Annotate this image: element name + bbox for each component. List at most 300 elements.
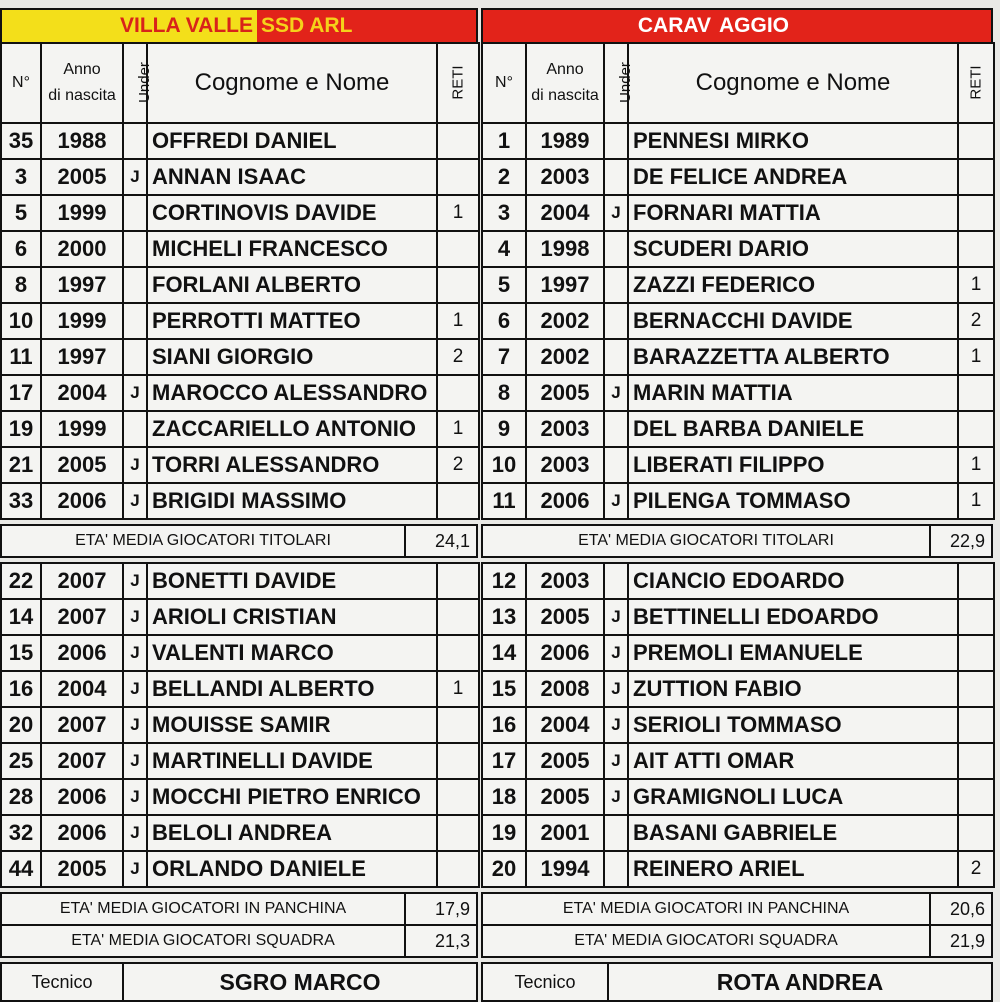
player-birth-year: 1997	[41, 339, 123, 375]
player-goals	[958, 123, 994, 159]
roster-table	[0, 42, 480, 520]
player-name: PENNESI MIRKO	[628, 123, 958, 159]
player-number: 19	[482, 815, 526, 851]
player-number: 11	[482, 483, 526, 519]
player-birth-year: 2003	[526, 447, 604, 483]
player-under	[604, 267, 628, 303]
player-row	[482, 123, 994, 159]
col-under	[123, 43, 153, 123]
player-under	[604, 563, 628, 599]
player-number: 6	[482, 303, 526, 339]
player-goals: 1	[958, 267, 994, 303]
col-number: N°	[1, 43, 41, 123]
player-under: J	[604, 635, 628, 671]
player-birth-year: 2005	[41, 851, 123, 887]
player-under: J	[123, 815, 147, 851]
player-under	[604, 303, 628, 339]
player-number: 8	[482, 375, 526, 411]
player-birth-year: 1999	[41, 195, 123, 231]
player-row	[1, 411, 479, 447]
player-name: MAROCCO ALESSANDRO	[147, 375, 437, 411]
player-number: 28	[1, 779, 41, 815]
player-row	[482, 231, 994, 267]
bench-table	[481, 562, 995, 888]
player-name: AIT ATTI OMAR	[628, 743, 958, 779]
player-birth-year: 1997	[526, 267, 604, 303]
bench-average-label: ETA' MEDIA GIOCATORI IN PANCHINA	[482, 893, 930, 925]
roster-header	[1, 43, 479, 123]
player-number: 9	[482, 411, 526, 447]
col-birth-year	[526, 43, 604, 123]
player-row	[482, 635, 994, 671]
coach-label: Tecnico	[1, 963, 123, 1001]
player-name: MOUISSE SAMIR	[147, 707, 437, 743]
player-under	[123, 267, 147, 303]
player-row	[1, 231, 479, 267]
player-row	[1, 599, 479, 635]
player-name: FORNARI MATTIA	[628, 195, 958, 231]
player-birth-year: 2006	[41, 779, 123, 815]
player-under: J	[604, 483, 628, 519]
player-birth-year: 2007	[41, 707, 123, 743]
player-number: 11	[1, 339, 41, 375]
team-sheet-away	[481, 8, 993, 998]
starters-average-label: ETA' MEDIA GIOCATORI TITOLARI	[1, 525, 405, 557]
player-name: BETTINELLI EDOARDO	[628, 599, 958, 635]
team-average-label: ETA' MEDIA GIOCATORI SQUADRA	[1, 925, 405, 957]
player-goals	[958, 815, 994, 851]
player-under	[123, 339, 147, 375]
player-goals	[958, 671, 994, 707]
player-name: BASANI GABRIELE	[628, 815, 958, 851]
bench-average-row	[482, 893, 992, 925]
player-row	[482, 815, 994, 851]
player-row	[482, 743, 994, 779]
team-name-part2: SSD ARL	[257, 10, 476, 42]
player-goals: 1	[437, 195, 479, 231]
player-number: 3	[1, 159, 41, 195]
team-average-label: ETA' MEDIA GIOCATORI SQUADRA	[482, 925, 930, 957]
col-year-line1: Anno	[63, 61, 101, 78]
player-number: 7	[482, 339, 526, 375]
player-goals	[437, 563, 479, 599]
player-number: 5	[1, 195, 41, 231]
player-goals	[437, 635, 479, 671]
player-under: J	[604, 671, 628, 707]
player-under: J	[123, 159, 147, 195]
player-name: MICHELI FRANCESCO	[147, 231, 437, 267]
player-under	[604, 339, 628, 375]
player-number: 33	[1, 483, 41, 519]
player-under	[123, 231, 147, 267]
player-under: J	[123, 599, 147, 635]
player-birth-year: 2006	[41, 635, 123, 671]
player-goals	[437, 779, 479, 815]
coach-table	[0, 962, 478, 1002]
player-row	[1, 159, 479, 195]
player-number: 15	[482, 671, 526, 707]
player-under: J	[123, 483, 147, 519]
player-under	[604, 815, 628, 851]
team-average-value: 21,9	[930, 925, 992, 957]
player-name: DEL BARBA DANIELE	[628, 411, 958, 447]
team-name-banner	[481, 8, 993, 42]
player-number: 21	[1, 447, 41, 483]
col-goals-label: RETI	[449, 65, 467, 100]
player-number: 35	[1, 123, 41, 159]
player-goals: 1	[437, 411, 479, 447]
starters-average-table	[0, 524, 478, 558]
player-row	[482, 411, 994, 447]
player-birth-year: 2005	[41, 447, 123, 483]
player-row	[1, 195, 479, 231]
col-under-label: Under	[616, 62, 634, 103]
bench-average-value: 20,6	[930, 893, 992, 925]
col-name: Cognome e Nome	[628, 43, 958, 123]
player-birth-year: 2005	[526, 743, 604, 779]
player-row	[482, 563, 994, 599]
player-goals	[437, 231, 479, 267]
player-number: 13	[482, 599, 526, 635]
player-number: 8	[1, 267, 41, 303]
player-goals: 2	[437, 339, 479, 375]
player-under: J	[123, 671, 147, 707]
player-goals: 2	[958, 851, 994, 887]
player-name: BRIGIDI MASSIMO	[147, 483, 437, 519]
player-number: 44	[1, 851, 41, 887]
player-name: LIBERATI FILIPPO	[628, 447, 958, 483]
player-row	[482, 599, 994, 635]
player-under	[604, 159, 628, 195]
player-row	[1, 671, 479, 707]
col-birth-year	[41, 43, 123, 123]
player-number: 32	[1, 815, 41, 851]
averages-table	[0, 892, 478, 958]
player-under	[604, 851, 628, 887]
col-year-line2: di nascita	[48, 87, 116, 104]
player-goals	[958, 635, 994, 671]
player-under: J	[604, 779, 628, 815]
player-birth-year: 1999	[41, 411, 123, 447]
team-average-row	[482, 925, 992, 957]
player-number: 20	[1, 707, 41, 743]
player-number: 12	[482, 563, 526, 599]
col-number: N°	[482, 43, 526, 123]
coach-name: SGRO MARCO	[123, 963, 477, 1001]
player-birth-year: 2006	[526, 635, 604, 671]
player-name: OFFREDI DANIEL	[147, 123, 437, 159]
player-goals	[437, 123, 479, 159]
player-birth-year: 2005	[526, 599, 604, 635]
bench-table	[0, 562, 480, 888]
player-name: CORTINOVIS DAVIDE	[147, 195, 437, 231]
col-under	[604, 43, 634, 123]
player-name: GRAMIGNOLI LUCA	[628, 779, 958, 815]
roster-header	[482, 43, 994, 123]
player-birth-year: 2002	[526, 303, 604, 339]
player-under: J	[123, 563, 147, 599]
player-row	[482, 267, 994, 303]
player-row	[1, 635, 479, 671]
player-row	[482, 447, 994, 483]
player-name: SCUDERI DARIO	[628, 231, 958, 267]
player-goals	[958, 411, 994, 447]
player-number: 15	[1, 635, 41, 671]
player-row	[1, 303, 479, 339]
player-birth-year: 1994	[526, 851, 604, 887]
player-name: BARAZZETTA ALBERTO	[628, 339, 958, 375]
player-number: 17	[482, 743, 526, 779]
coach-row	[482, 963, 992, 1001]
player-number: 17	[1, 375, 41, 411]
player-number: 4	[482, 231, 526, 267]
player-under: J	[123, 447, 147, 483]
player-number: 1	[482, 123, 526, 159]
starters-average-value: 22,9	[930, 525, 992, 557]
player-under	[123, 411, 147, 447]
player-name: MOCCHI PIETRO ENRICO	[147, 779, 437, 815]
player-under	[123, 195, 147, 231]
bench-average-label: ETA' MEDIA GIOCATORI IN PANCHINA	[1, 893, 405, 925]
player-number: 25	[1, 743, 41, 779]
player-goals	[437, 707, 479, 743]
roster-table	[481, 42, 995, 520]
player-name: CIANCIO EDOARDO	[628, 563, 958, 599]
player-row	[1, 339, 479, 375]
player-number: 16	[1, 671, 41, 707]
averages-table	[481, 892, 993, 958]
player-row	[482, 779, 994, 815]
player-row	[482, 851, 994, 887]
team-name-banner	[0, 8, 478, 42]
col-goals-label: RETI	[967, 65, 985, 100]
player-row	[1, 563, 479, 599]
player-goals	[958, 195, 994, 231]
player-birth-year: 2001	[526, 815, 604, 851]
player-under: J	[604, 743, 628, 779]
player-under	[123, 123, 147, 159]
player-goals: 1	[958, 447, 994, 483]
player-under	[604, 123, 628, 159]
player-number: 10	[1, 303, 41, 339]
player-number: 3	[482, 195, 526, 231]
player-number: 20	[482, 851, 526, 887]
player-row	[482, 483, 994, 519]
player-name: ANNAN ISAAC	[147, 159, 437, 195]
starters-average-row	[1, 525, 477, 557]
team-sheet-home	[0, 8, 478, 998]
player-under: J	[604, 195, 628, 231]
player-name: BELLANDI ALBERTO	[147, 671, 437, 707]
player-under: J	[123, 851, 147, 887]
col-year-line1: Anno	[546, 61, 584, 78]
player-row	[482, 159, 994, 195]
player-goals	[958, 375, 994, 411]
team-average-value: 21,3	[405, 925, 477, 957]
player-number: 14	[1, 599, 41, 635]
starters-average-label: ETA' MEDIA GIOCATORI TITOLARI	[482, 525, 930, 557]
player-under: J	[604, 375, 628, 411]
player-birth-year: 1989	[526, 123, 604, 159]
coach-label: Tecnico	[482, 963, 608, 1001]
player-under: J	[604, 599, 628, 635]
bench-average-value: 17,9	[405, 893, 477, 925]
coach-table	[481, 962, 993, 1002]
player-birth-year: 2004	[526, 707, 604, 743]
player-name: PREMOLI EMANUELE	[628, 635, 958, 671]
col-name: Cognome e Nome	[147, 43, 437, 123]
player-name: DE FELICE ANDREA	[628, 159, 958, 195]
player-goals	[437, 599, 479, 635]
player-name: ZAZZI FEDERICO	[628, 267, 958, 303]
starters-average-table	[481, 524, 993, 558]
player-birth-year: 2006	[526, 483, 604, 519]
player-goals	[437, 375, 479, 411]
player-row	[1, 743, 479, 779]
col-under-label: Under	[135, 62, 153, 103]
player-row	[1, 123, 479, 159]
player-birth-year: 2008	[526, 671, 604, 707]
team-name-part2: AGGIO	[715, 10, 991, 42]
player-birth-year: 2003	[526, 159, 604, 195]
player-row	[1, 815, 479, 851]
player-row	[482, 707, 994, 743]
player-row	[482, 375, 994, 411]
player-row	[1, 707, 479, 743]
player-goals: 2	[437, 447, 479, 483]
player-goals	[958, 159, 994, 195]
player-number: 6	[1, 231, 41, 267]
player-birth-year: 1997	[41, 267, 123, 303]
player-name: SERIOLI TOMMASO	[628, 707, 958, 743]
player-under	[604, 411, 628, 447]
player-under: J	[123, 779, 147, 815]
player-under: J	[123, 635, 147, 671]
player-goals: 1	[437, 303, 479, 339]
player-name: PERROTTI MATTEO	[147, 303, 437, 339]
player-name: FORLANI ALBERTO	[147, 267, 437, 303]
team-name-part1: CARAV	[483, 10, 715, 42]
player-goals	[437, 159, 479, 195]
player-name: ARIOLI CRISTIAN	[147, 599, 437, 635]
player-goals	[958, 779, 994, 815]
player-name: BERNACCHI DAVIDE	[628, 303, 958, 339]
player-name: PILENGA TOMMASO	[628, 483, 958, 519]
team-average-row	[1, 925, 477, 957]
player-number: 18	[482, 779, 526, 815]
player-under	[604, 447, 628, 483]
player-under: J	[604, 707, 628, 743]
starters-average-row	[482, 525, 992, 557]
player-goals	[958, 563, 994, 599]
player-goals	[958, 707, 994, 743]
player-goals	[437, 743, 479, 779]
player-birth-year: 2004	[41, 671, 123, 707]
player-name: MARIN MATTIA	[628, 375, 958, 411]
coach-name: ROTA ANDREA	[608, 963, 992, 1001]
player-number: 14	[482, 635, 526, 671]
player-number: 10	[482, 447, 526, 483]
player-birth-year: 2002	[526, 339, 604, 375]
player-name: SIANI GIORGIO	[147, 339, 437, 375]
player-under	[604, 231, 628, 267]
player-name: TORRI ALESSANDRO	[147, 447, 437, 483]
col-goals	[958, 43, 994, 123]
player-row	[1, 483, 479, 519]
player-goals	[958, 599, 994, 635]
player-number: 19	[1, 411, 41, 447]
player-row	[1, 375, 479, 411]
player-birth-year: 2003	[526, 563, 604, 599]
player-birth-year: 2005	[526, 779, 604, 815]
player-birth-year: 2005	[41, 159, 123, 195]
player-goals	[437, 815, 479, 851]
player-name: MARTINELLI DAVIDE	[147, 743, 437, 779]
player-birth-year: 1999	[41, 303, 123, 339]
player-birth-year: 2007	[41, 563, 123, 599]
coach-row	[1, 963, 477, 1001]
col-year-line2: di nascita	[531, 87, 599, 104]
player-row	[482, 671, 994, 707]
player-under: J	[123, 375, 147, 411]
player-goals: 1	[958, 339, 994, 375]
team-name-part1: VILLA VALLE	[2, 10, 257, 42]
player-birth-year: 2007	[41, 599, 123, 635]
player-row	[1, 267, 479, 303]
player-row	[1, 447, 479, 483]
player-number: 5	[482, 267, 526, 303]
player-birth-year: 2003	[526, 411, 604, 447]
player-goals	[437, 483, 479, 519]
player-birth-year: 2004	[41, 375, 123, 411]
player-goals	[958, 231, 994, 267]
player-name: REINERO ARIEL	[628, 851, 958, 887]
player-number: 2	[482, 159, 526, 195]
player-under: J	[123, 743, 147, 779]
player-birth-year: 2007	[41, 743, 123, 779]
player-birth-year: 2006	[41, 815, 123, 851]
player-row	[1, 779, 479, 815]
player-goals: 1	[437, 671, 479, 707]
player-under: J	[123, 707, 147, 743]
player-birth-year: 2000	[41, 231, 123, 267]
bench-average-row	[1, 893, 477, 925]
player-name: VALENTI MARCO	[147, 635, 437, 671]
player-row	[482, 339, 994, 375]
player-birth-year: 1998	[526, 231, 604, 267]
player-birth-year: 1988	[41, 123, 123, 159]
player-birth-year: 2004	[526, 195, 604, 231]
player-name: BONETTI DAVIDE	[147, 563, 437, 599]
player-number: 16	[482, 707, 526, 743]
col-goals	[437, 43, 479, 123]
player-birth-year: 2006	[41, 483, 123, 519]
player-goals: 1	[958, 483, 994, 519]
player-name: BELOLI ANDREA	[147, 815, 437, 851]
player-under	[123, 303, 147, 339]
player-row	[482, 195, 994, 231]
player-row	[482, 303, 994, 339]
player-row	[1, 851, 479, 887]
player-goals: 2	[958, 303, 994, 339]
starters-average-value: 24,1	[405, 525, 477, 557]
player-number: 22	[1, 563, 41, 599]
player-birth-year: 2005	[526, 375, 604, 411]
player-goals	[437, 267, 479, 303]
player-name: ORLANDO DANIELE	[147, 851, 437, 887]
player-goals	[958, 743, 994, 779]
player-name: ZACCARIELLO ANTONIO	[147, 411, 437, 447]
